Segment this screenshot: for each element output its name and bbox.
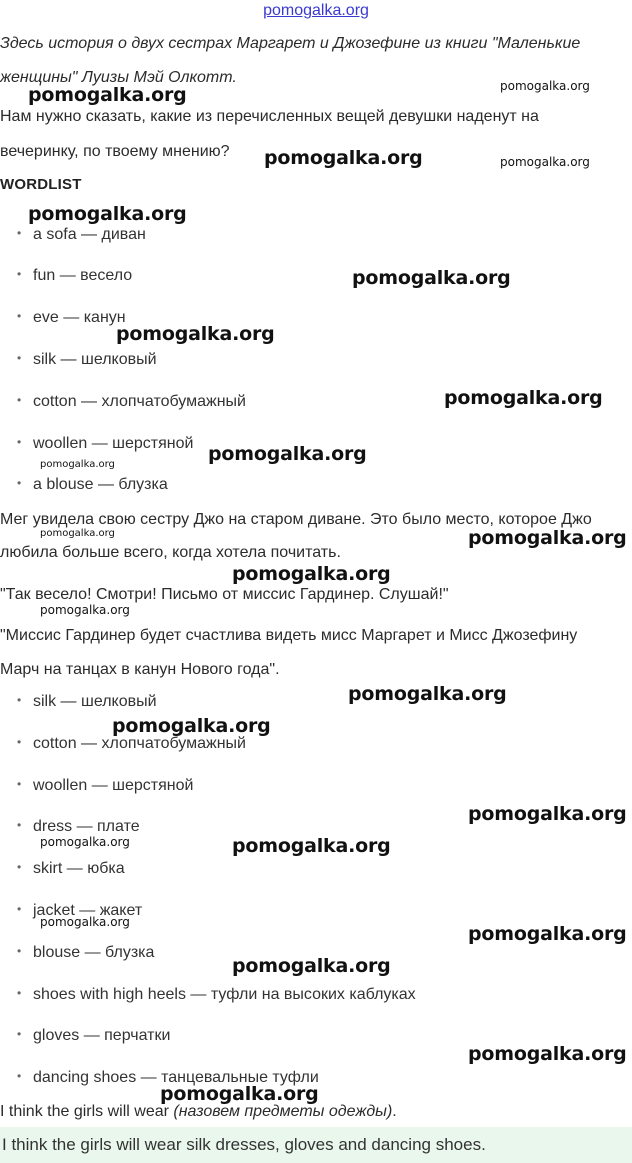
task-text: I think the girls will wear bbox=[0, 1103, 174, 1120]
list-item-text: shoes with high heels — туфли на высоких каблуках bbox=[33, 986, 416, 1003]
watermark: pomogalka.org bbox=[232, 835, 391, 857]
bullet-icon: • bbox=[17, 986, 22, 1000]
site-header-link[interactable]: pomogalka.org bbox=[263, 2, 369, 19]
watermark: pomogalka.org bbox=[500, 79, 590, 93]
list-item-text: dancing shoes — танцевальные туфли bbox=[33, 1069, 319, 1086]
watermark: pomogalka.org bbox=[348, 683, 507, 705]
watermark: pomogalka.org bbox=[500, 155, 590, 169]
list-item bbox=[17, 393, 246, 411]
list-item-text: fun — весело bbox=[33, 267, 133, 284]
list-item bbox=[17, 860, 125, 878]
story-line-1: Мег увидела свою сестру Джо на старом диване. Это было место, которое Джо bbox=[0, 511, 592, 528]
list-item bbox=[17, 693, 157, 711]
list-item-text: eve — канун bbox=[33, 309, 126, 326]
watermark: pomogalka.org bbox=[116, 323, 275, 345]
bullet-icon: • bbox=[17, 1027, 22, 1041]
intro-line-1: Здесь история о двух сестрах Маргарет и Джозефине из книги "Маленькие bbox=[0, 35, 581, 52]
list-item-text: woollen — шерстяной bbox=[33, 777, 194, 794]
list-item bbox=[17, 735, 246, 753]
list-item-text: jacket — жакет bbox=[33, 902, 143, 919]
watermark: pomogalka.org bbox=[468, 527, 627, 549]
bullet-icon: • bbox=[17, 435, 22, 449]
bullet-icon: • bbox=[17, 393, 22, 407]
watermark: pomogalka.org bbox=[112, 715, 271, 737]
watermark: pomogalka.org bbox=[468, 923, 627, 945]
watermark: pomogalka.org bbox=[264, 147, 423, 169]
bullet-icon: • bbox=[17, 902, 22, 916]
bullet-icon: • bbox=[17, 226, 22, 240]
intro-line-4: вечеринку, по твоему мнению? bbox=[0, 143, 230, 160]
list-item bbox=[17, 267, 132, 285]
list-item-text: a blouse — блузка bbox=[33, 476, 168, 493]
bullet-icon: • bbox=[17, 476, 22, 490]
watermark: pomogalka.org bbox=[160, 1083, 319, 1105]
list-item-text: dress — плате bbox=[33, 818, 140, 835]
list-item-text: cotton — хлопчатобумажный bbox=[33, 393, 246, 410]
list-item bbox=[17, 777, 193, 795]
watermark: pomogalka.org bbox=[468, 803, 627, 825]
story-line-3: "Так весело! Смотри! Письмо от миссис Гардинер. Слушай!" bbox=[0, 586, 449, 603]
bullet-icon: • bbox=[17, 267, 22, 281]
watermark: pomogalka.org bbox=[232, 955, 391, 977]
watermark: pomogalka.org bbox=[28, 84, 187, 106]
task-hint: (назовем предметы одежды) bbox=[173, 1103, 393, 1120]
story-line-4: "Миссис Гардинер будет счастлива видеть мисс Маргарет и Мисс Джозефину bbox=[0, 627, 578, 644]
list-item bbox=[17, 944, 154, 962]
watermark: pomogalka.org bbox=[352, 267, 511, 289]
watermark: pomogalka.org bbox=[40, 915, 130, 929]
bullet-icon: • bbox=[17, 944, 22, 958]
list-item bbox=[17, 309, 126, 327]
list-item bbox=[17, 476, 168, 494]
list-item-text: woollen — шерстяной bbox=[33, 435, 194, 452]
task-end: . bbox=[392, 1103, 397, 1120]
list-item-text: silk — шелковый bbox=[33, 693, 157, 710]
list-item bbox=[17, 351, 157, 369]
bullet-icon: • bbox=[17, 777, 22, 791]
list-item bbox=[17, 226, 146, 244]
answer-text: I think the girls will wear silk dresses, gloves and dancing shoes. bbox=[2, 1135, 486, 1154]
watermark: pomogalka.org bbox=[444, 387, 603, 409]
story-line-5: Марч на танцах в канун Нового года". bbox=[0, 661, 280, 678]
bullet-icon: • bbox=[17, 860, 22, 874]
answer-box bbox=[0, 1127, 632, 1163]
bullet-icon: • bbox=[17, 818, 22, 832]
watermark: pomogalka.org bbox=[232, 563, 391, 585]
watermark: pomogalka.org bbox=[208, 443, 367, 465]
watermark: pomogalka.org bbox=[40, 835, 130, 849]
bullet-icon: • bbox=[17, 735, 22, 749]
bullet-icon: • bbox=[17, 1069, 22, 1083]
watermark: pomogalka.org bbox=[28, 203, 187, 225]
list-item-text: gloves — перчатки bbox=[33, 1027, 171, 1044]
list-item-text: silk — шелковый bbox=[33, 351, 157, 368]
list-item bbox=[17, 435, 193, 453]
list-item-text: cotton — хлопчатобумажный bbox=[33, 735, 246, 752]
task-line bbox=[0, 1102, 397, 1122]
list-item-text: a sofa — диван bbox=[33, 226, 146, 243]
bullet-icon: • bbox=[17, 693, 22, 707]
list-item bbox=[17, 1027, 170, 1045]
list-item bbox=[17, 986, 416, 1004]
intro-line-3: Нам нужно сказать, какие из перечисленных вещей девушки наденут на bbox=[0, 108, 539, 125]
wordlist-heading: WORDLIST bbox=[0, 176, 82, 193]
list-item-text: skirt — юбка bbox=[33, 860, 125, 877]
watermark: pomogalka.org bbox=[40, 528, 115, 539]
story-line-2: любила больше всего, когда хотела почитать. bbox=[0, 544, 341, 561]
bullet-icon: • bbox=[17, 309, 22, 323]
bullet-icon: • bbox=[17, 351, 22, 365]
list-item-text: blouse — блузка bbox=[33, 944, 155, 961]
list-item bbox=[17, 818, 140, 836]
watermark: pomogalka.org bbox=[40, 459, 115, 470]
watermark: pomogalka.org bbox=[40, 603, 130, 617]
watermark: pomogalka.org bbox=[468, 1043, 627, 1065]
intro-line-2: женщины" Луизы Мэй Олкотт. bbox=[0, 69, 237, 86]
